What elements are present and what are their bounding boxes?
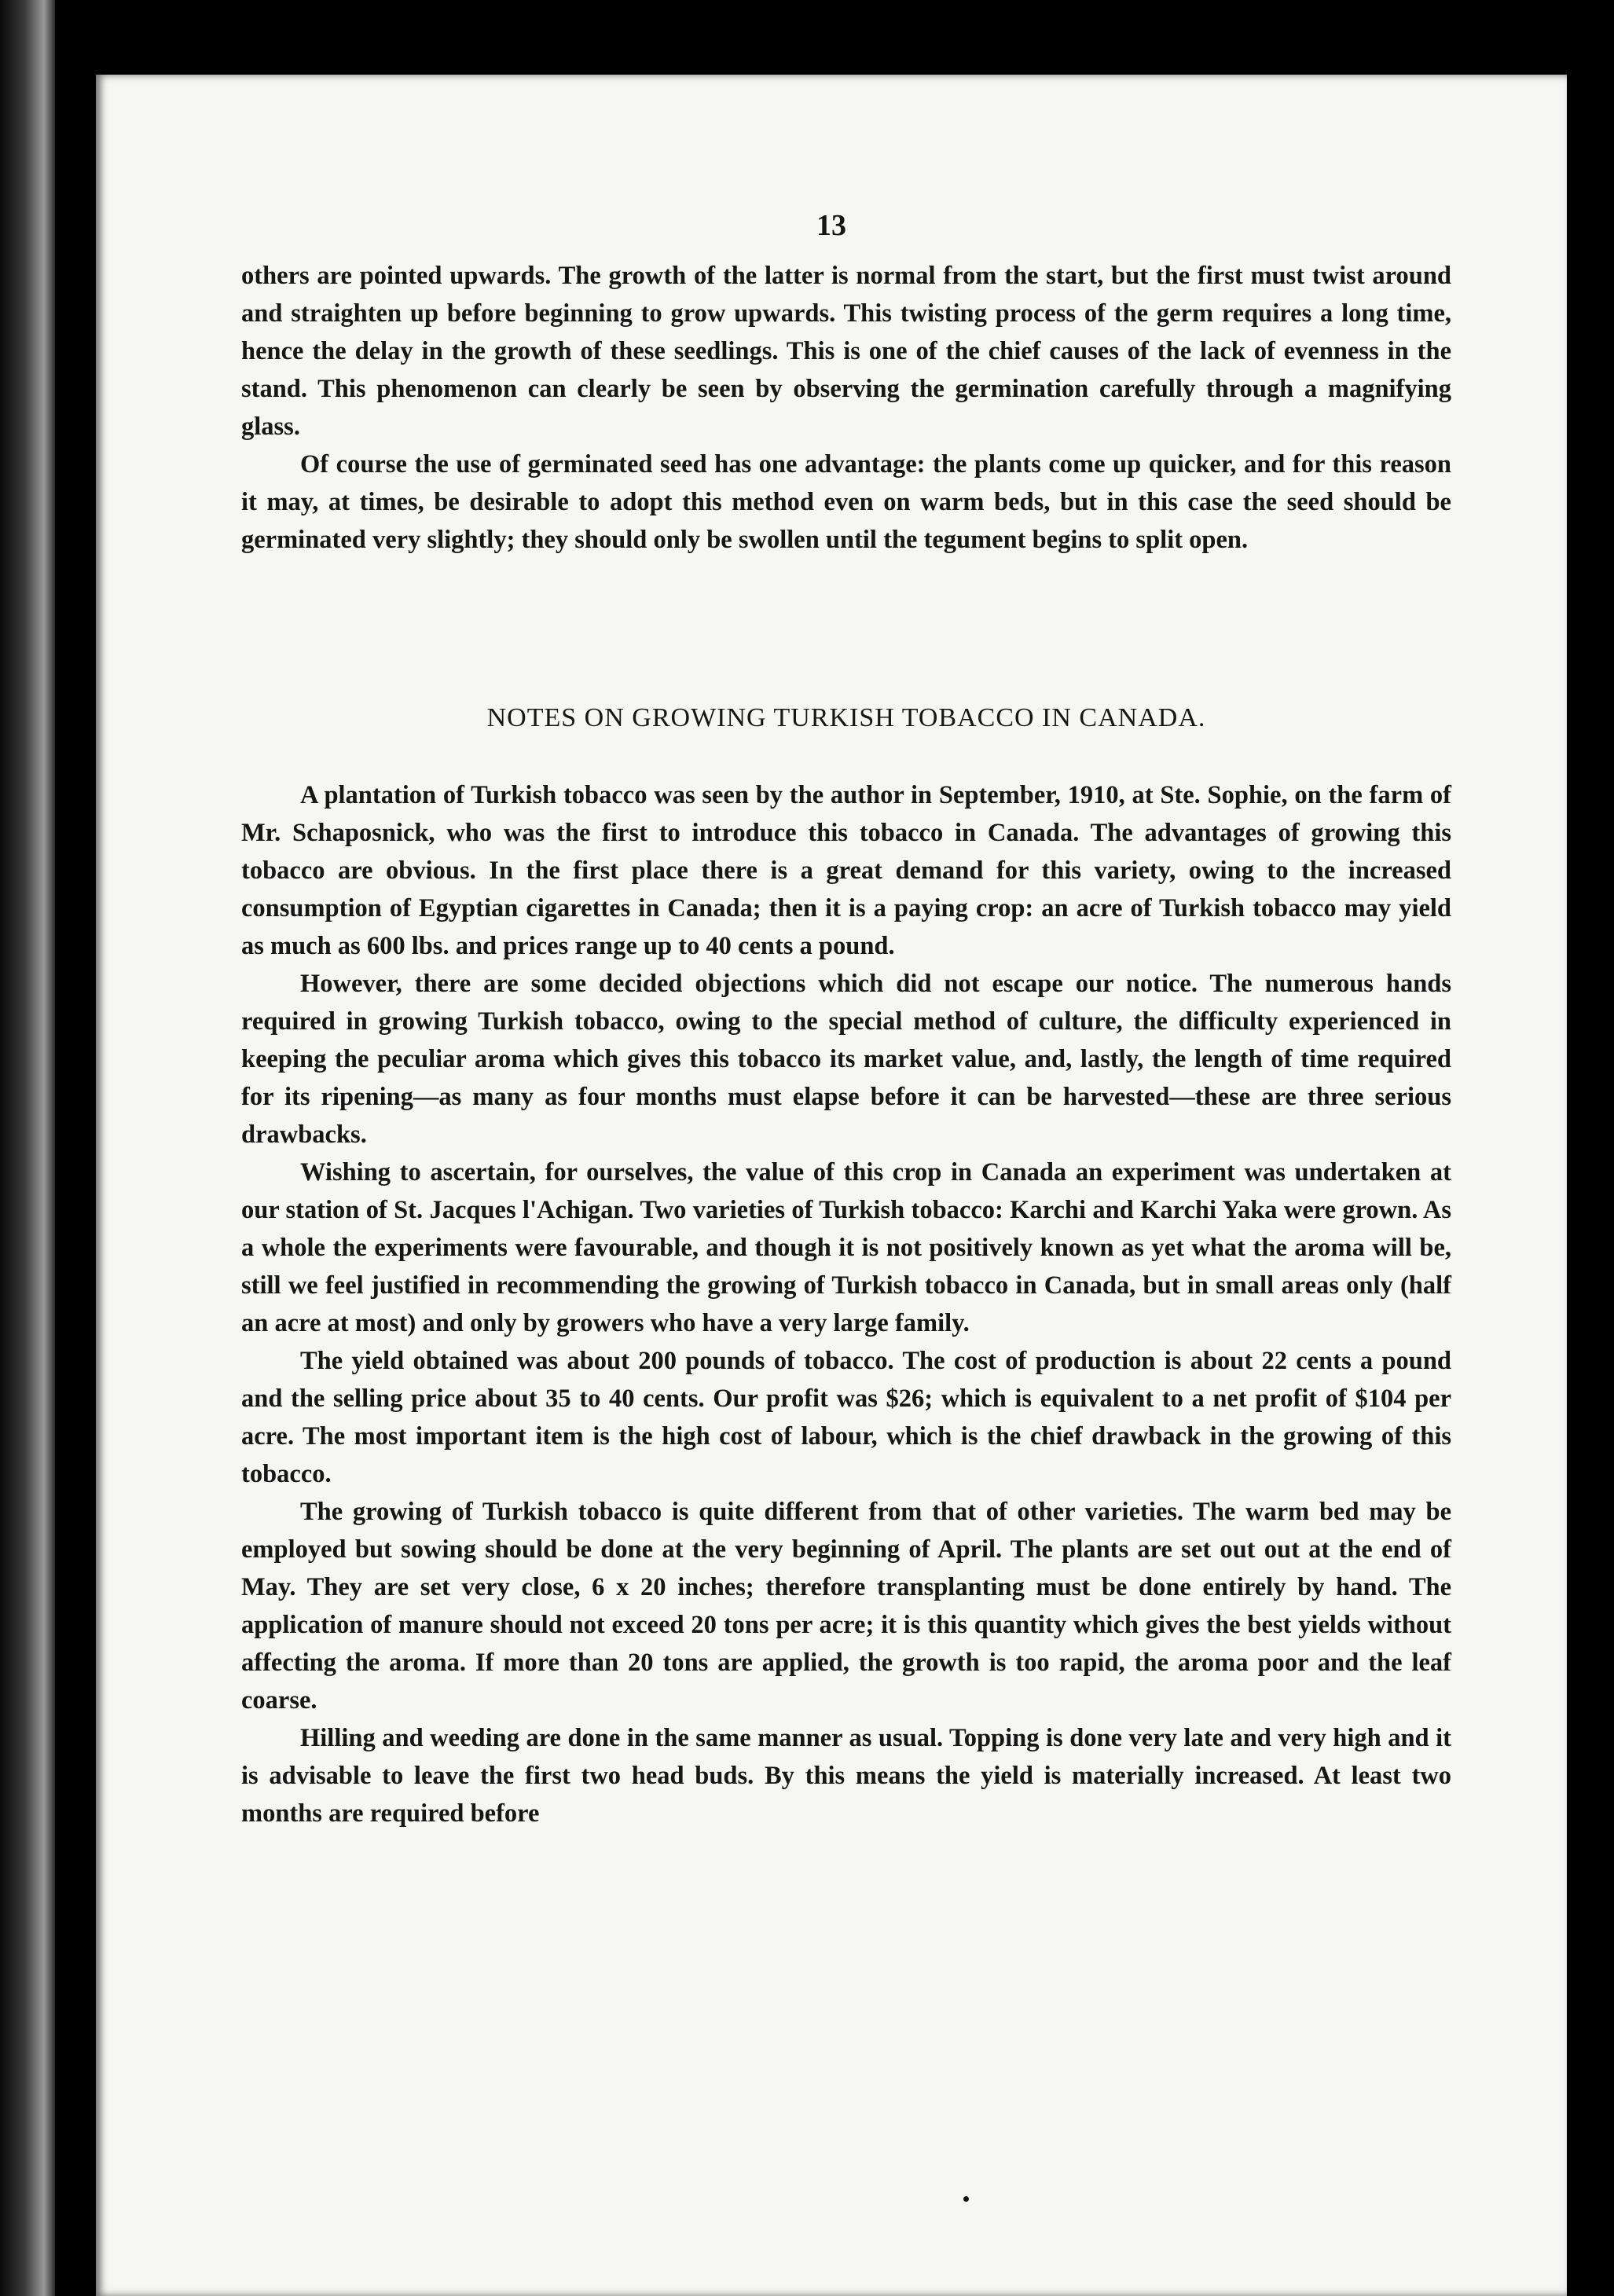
paragraph: However, there are some decided objections which did not escape our notice. The numerous hands required in growing Turkish tobacco, owing to the special method of culture, the difficulty experienced in keeping the peculiar aroma which gives this tobacco its market value, and, lastly, the length of time required for its ripening—as many as four months must elapse before it can be harvested—these are three serious drawbacks. <box>241 970 1451 1149</box>
paragraph: Hilling and weeding are done in the same manner as usual. Topping is done very late and very high and it is advisable to leave the first two head buds. By this means the yield is materially increased. At least two months are required before <box>241 1724 1451 1828</box>
section-text-block <box>241 776 1451 1832</box>
binding-edge <box>0 0 55 2296</box>
paragraph: The growing of Turkish tobacco is quite different from that of other varieties. The warm bed may be employed but sowing should be done at the very beginning of April. The plants are set out out at the end of May. They are set very close, 6 x 20 inches; therefore transplanting must be done entirely by hand. The application of manure should not exceed 20 tons per acre; it is this quantity which gives the best yields without affecting the aroma. If more than 20 tons are applied, the growth is too rapid, the aroma poor and the leaf coarse. <box>241 1498 1451 1715</box>
page-number: 13 <box>816 209 846 242</box>
paragraph: Wishing to ascertain, for ourselves, the value of this crop in Canada an experiment was undertaken at our station of St. Jacques l'Achigan. Two varieties of Turkish tobacco: Karchi and Karchi Yaka were grown. As a whole the experiments were favourable, and though it is not positively known as yet what the aroma will be, still we feel justified in recommending the growing of Turkish tobacco in Canada, but in small areas only (half an acre at most) and only by growers who have a very large family. <box>241 1158 1451 1337</box>
paragraph: Of course the use of germinated seed has one advantage: the plants come up quicker, and for this reason it may, at times, be desirable to adopt this method even on warm beds, but in this case the seed should be germinated very slightly; they should only be swollen until the tegument begins to split open. <box>241 450 1451 554</box>
paragraph: A plantation of Turkish tobacco was seen by the author in September, 1910, at Ste. Sophie, on the farm of Mr. Schaposnick, who was the first to introduce this tobacco in Canada. The advantages of growing this tobacco are obvious. In the first place there is a great demand for this variety, owing to the increased consumption of Egyptian cigarettes in Canada; then it is a paying crop: an acre of Turkish tobacco may yield as much as 600 lbs. and prices range up to 40 cents a pound. <box>241 781 1451 960</box>
paragraph: The yield obtained was about 200 pounds of tobacco. The cost of production is about 22 cents a pound and the selling price about 35 to 40 cents. Our profit was $26; which is equivalent to a net profit of $104 per acre. The most important item is the high cost of labour, which is the chief drawback in the growing of this tobacco. <box>241 1347 1451 1488</box>
document-page <box>96 75 1567 2296</box>
intro-text-block <box>241 257 1451 559</box>
paragraph: others are pointed upwards. The growth of the latter is normal from the start, but the first must twist around and straighten up before beginning to grow upwards. This twisting process of the germ requires a long time, hence the delay in the growth of these seedlings. This is one of the chief causes of the lack of evenness in the stand. This phenomenon can clearly be seen by observing the germination carefully through a magnifying glass. <box>241 262 1451 441</box>
section-title: NOTES ON GROWING TURKISH TOBACCO IN CANADA. <box>486 703 1206 732</box>
scan-speck <box>963 2196 969 2202</box>
